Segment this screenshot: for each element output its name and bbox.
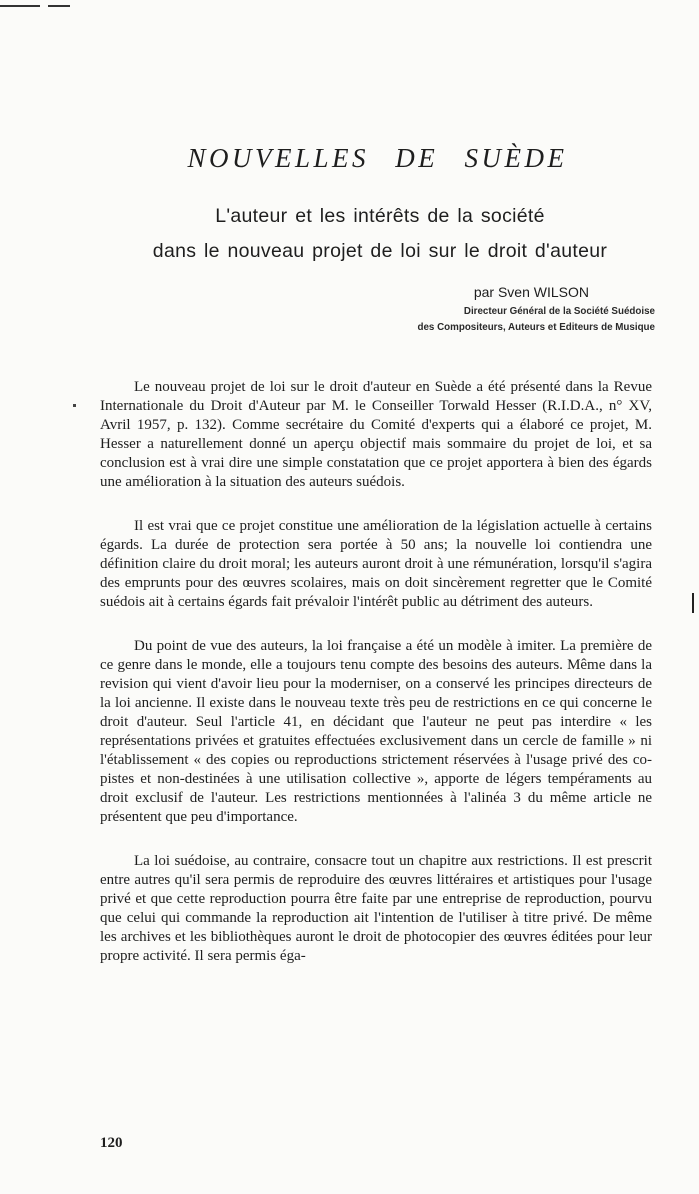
author-role-line-1: Directeur Général de la Société Suédoise [463,306,655,317]
margin-mark [73,404,76,407]
section-title: NOUVELLES DE SUÈDE [187,143,568,173]
margin-bar-mark [692,593,694,613]
top-rule [0,5,40,7]
author-role-line-2: des Compositeurs, Auteurs et Editeurs de Musique [417,322,655,333]
author-byline: par Sven WILSON [473,284,589,300]
paragraph-4: La loi suédoise, au contraire, consacre tout un chapitre aux restrictions. Il est prescrit entre autres qu'il sera permis de reproduire des œuvres littéraires et artistiques pour l'usage privé et que cette reproduction pourra être faite par une entreprise de reproduction, pourvu que celui qui commande la reproduction ait l'intention de l'utiliser à titre privé. De même les archives et les bibliothèques auront le droit de photocopier des œuvres éditées pour leur propre activité. Il sera permis éga- [100,853,652,964]
article-title-line-2: dans le nouveau projet de loi sur le droit d'auteur [152,240,608,262]
paragraph-3: Du point de vue des auteurs, la loi française a été un modèle à imiter. La première de ce genre dans le monde, elle a toujours tenu compte des besoins des auteurs. Même dans la revision qui vient d'avoir lieu pour la moderniser, on a conservé les principes directeurs de la loi ancienne. Il existe dans le nouveau texte très peu de restrictions en ce qui concerne le droit d'auteur. Seul l'article 41, en décidant que l'auteur ne peut pas interdire « les représentations privées et gratuites effectuées exclusivement dans un cercle de famille » ni l'établissement « des copies ou reproductions strictement réservées à l'usage privé des copistes et non-destinées à une utilisation collective », apporte de légers tempéraments au droit exclusif de l'auteur. Les restrictions mentionnées à l'alinéa 3 du même article ne présentent que peu d'importance. [100,638,652,825]
article-body [100,378,652,991]
paragraph-1: Le nouveau projet de loi sur le droit d'auteur en Suède a été présenté dans la Revue Internationale du Droit d'Auteur par M. le Conseiller Torwald Hesser (R.I.D.A., n° XV, Avril 1957, p. 132). Comme secrétaire du Comité d'experts qui a élaboré ce projet, M. Hesser a naturellement donné un aperçu objectif mais sommaire du projet de loi, et sa conclusion est à vrai dire une simple constatation que ce projet apportera à bien des égards une amélioration à la situation des auteurs suédois. [100,379,652,490]
paragraph-2: Il est vrai que ce projet constitue une amélioration de la législation actuelle à certains égards. La durée de protection sera portée à 50 ans; la nouvelle loi contiendra une définition claire du droit moral; les auteurs auront droit à une rémunération, lorsqu'il s'agira des emprunts pour des œuvres scolaires, mais on doit sincèrement regretter que le Comité suédois ait à certains égards fait prévaloir l'intérêt public au détriment des auteurs. [100,518,652,610]
page-number: 120 [100,1135,123,1151]
article-title-line-1: L'auteur et les intérêts de la société [215,205,545,227]
top-rule-segment [48,5,70,7]
